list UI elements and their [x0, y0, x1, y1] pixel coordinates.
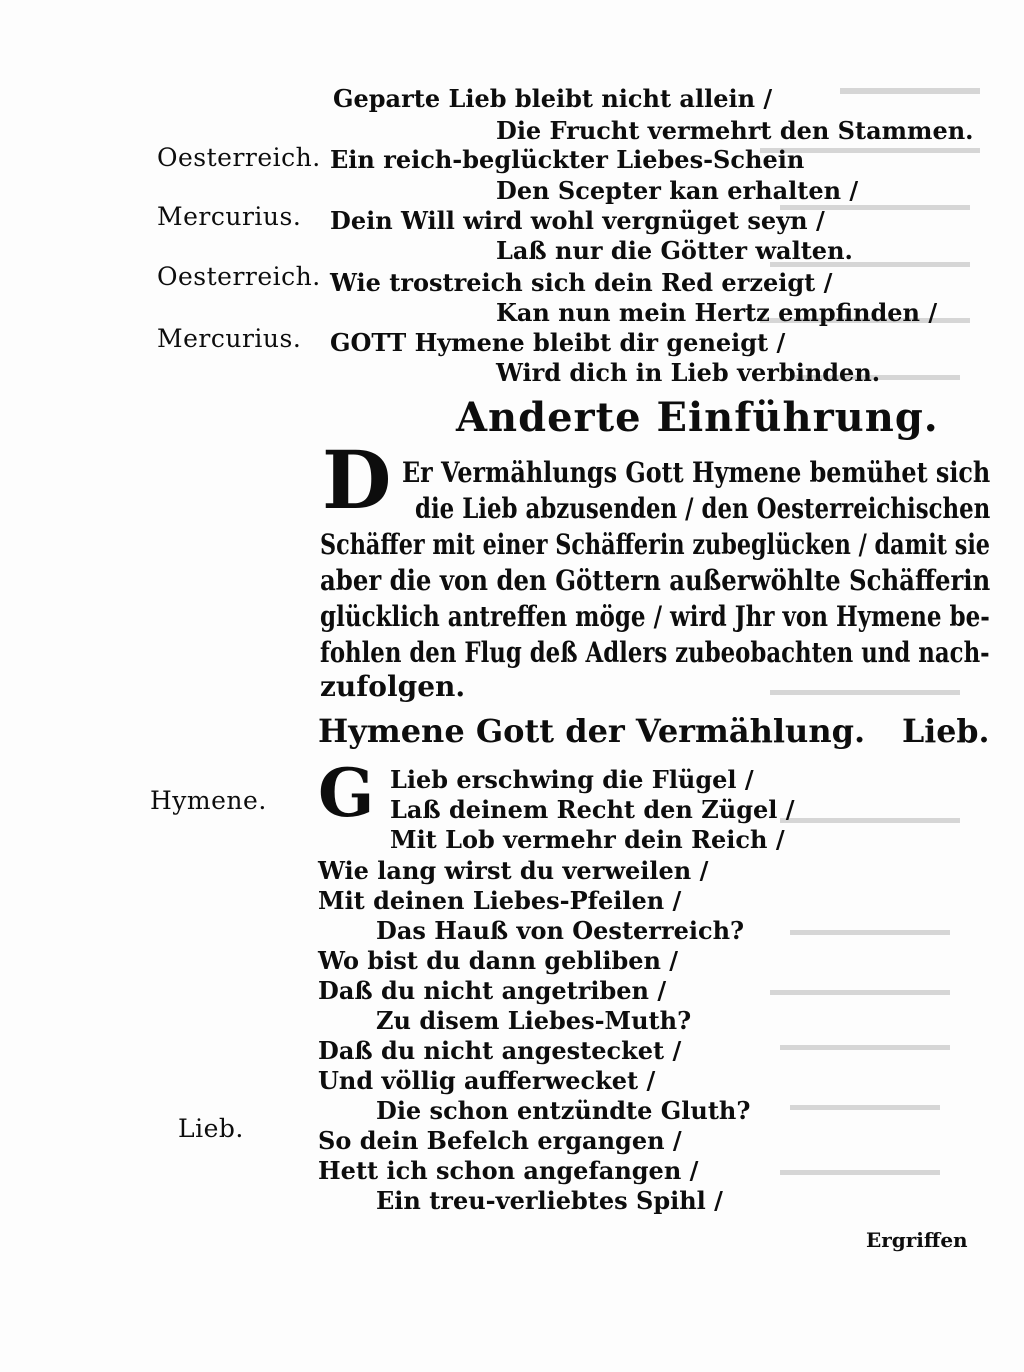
verse-line: GOTT Hymene bleibt dir geneigt /	[330, 328, 786, 357]
song-line: Laß deinem Recht den Zügel /	[390, 795, 795, 824]
speaker-name: Oesterreich.	[157, 262, 321, 291]
song-line: Und völlig aufferwecket /	[318, 1066, 656, 1095]
prose-line: die Lieb abzusenden / den Oesterreichischen	[415, 492, 991, 525]
verse-line: Wie trostreich sich dein Red erzeigt /	[330, 268, 833, 297]
verse-line: Ein reich-beglückter Liebes-Schein	[330, 145, 805, 174]
scene-heading-role: Lieb.	[902, 712, 990, 750]
song-line: Daß du nicht angetriben /	[318, 976, 667, 1005]
song-line: Wo bist du dann gebliben /	[318, 946, 679, 975]
song-line: Daß du nicht angestecket /	[318, 1036, 682, 1065]
speaker-name: Hymene.	[150, 786, 267, 815]
speaker-name: Oesterreich.	[157, 143, 321, 172]
prose-line: zufolgen.	[320, 670, 466, 703]
song-line: Das Hauß von Oesterreich?	[376, 916, 745, 945]
song-line: Die schon entzündte Gluth?	[376, 1096, 751, 1125]
prose-line: Schäffer mit einer Schäfferin zubeglücken / damit sie	[320, 528, 991, 561]
verse-line: Wird dich in Lieb verbinden.	[496, 358, 881, 387]
scene-heading: Hymene Gott der Vermählung.	[318, 712, 866, 750]
verse-line: Dein Will wird wohl vergnüget seyn /	[330, 206, 825, 235]
song-line: So dein Befelch ergangen /	[318, 1126, 682, 1155]
speaker-name: Mercurius.	[157, 202, 302, 231]
verse-line: Kan nun mein Hertz empfinden /	[496, 298, 938, 327]
prose-line: fohlen den Flug deß Adlers zubeobachten und nach-	[320, 636, 990, 669]
speaker-name: Mercurius.	[157, 324, 302, 353]
song-line: Zu disem Liebes-Muth?	[376, 1006, 692, 1035]
catchword: Ergriffen	[866, 1228, 968, 1252]
decorated-initial: D	[322, 433, 392, 527]
song-line: Wie lang wirst du verweilen /	[318, 856, 709, 885]
song-line: Ein treu-verliebtes Spihl /	[376, 1186, 723, 1215]
verse-line: Geparte Lieb bleibt nicht allein /	[333, 84, 773, 113]
section-heading: Anderte Einführung.	[456, 394, 939, 441]
prose-line: aber die von den Göttern außerwöhlte Schäfferin	[320, 564, 991, 597]
prose-line: glücklich antreffen möge / wird Jhr von Hymene be-	[320, 600, 990, 633]
song-line: Lieb erschwing die Flügel /	[390, 765, 754, 794]
song-line: Hett ich schon angefangen /	[318, 1156, 699, 1185]
verse-line: Den Scepter kan erhalten /	[496, 176, 859, 205]
verse-line: Die Frucht vermehrt den Stammen.	[496, 116, 974, 145]
verse-line: Laß nur die Götter walten.	[496, 236, 853, 265]
song-line: Mit Lob vermehr dein Reich /	[390, 825, 785, 854]
prose-line: Er Vermählungs Gott Hymene bemühet sich	[402, 456, 991, 489]
decorated-initial: G	[318, 754, 375, 832]
song-line: Mit deinen Liebes-Pfeilen /	[318, 886, 682, 915]
speaker-name: Lieb.	[178, 1114, 244, 1143]
